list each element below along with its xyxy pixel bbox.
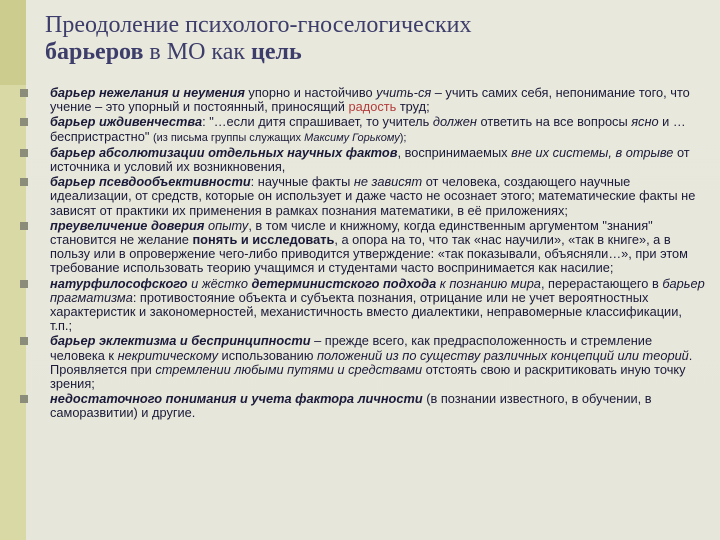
item-text: и … беспристрастно" <box>50 114 686 144</box>
item-text: , воспринимаемых <box>397 144 512 160</box>
item-text: труд; <box>396 99 430 115</box>
list-item <box>20 334 705 391</box>
title-line-1: Преодоление психолого-гноселогических <box>45 12 472 38</box>
item-term: барьер эклектизма и беспринципности <box>50 333 311 349</box>
item-text: некритическому <box>117 347 218 363</box>
decorative-sidebar-top <box>0 0 26 85</box>
item-term: детерминистского подхода <box>251 275 437 291</box>
item-text: , в <box>608 144 626 160</box>
item-text: – прежде всего, как предрасположенность и стремление человека к <box>50 333 653 363</box>
item-text: должен <box>432 114 477 130</box>
item-text: отстоять свою и раскритиковать иную точку зрения; <box>50 361 686 392</box>
square-bullet-icon <box>20 178 28 186</box>
item-text: стремлении любыми путями и средствами <box>155 361 423 377</box>
item-note: Максиму Горькому <box>304 131 400 144</box>
square-bullet-icon <box>20 222 28 230</box>
item-text: опыту <box>204 217 249 233</box>
item-text: отрыве <box>625 144 674 160</box>
item-term: барьер иждивенчества <box>50 114 203 130</box>
bullet-list <box>20 86 705 422</box>
title-end-word: цель <box>251 39 302 65</box>
list-item <box>20 392 705 420</box>
item-term: барьер псевдообъективности <box>50 174 251 190</box>
list-item <box>20 115 705 144</box>
item-text: ответить на все вопросы <box>476 114 632 130</box>
item-text: , в том числе и книжному, когда единственным аргументом "знания" становится не желание <box>50 217 653 248</box>
item-term: натурфилософского <box>50 275 188 291</box>
item-note: ); <box>399 131 407 144</box>
square-bullet-icon <box>20 395 28 403</box>
item-text: положений из по существу различных концепций или теорий <box>316 347 689 363</box>
item-term: недостаточного понимания и учета фактора личности <box>50 391 423 407</box>
item-text: от человека, создающего научные идеализации, от средств, которые он использует и даже часто не осознает этого; математические факты не зависят от практики их применения в рамках познания математики, в её приложениях; <box>50 174 696 218</box>
item-text: учить-ся <box>376 85 432 100</box>
item-term: барьер абсолютизации отдельных научных фактов <box>50 144 398 160</box>
square-bullet-icon <box>20 149 28 157</box>
list-item <box>20 86 705 114</box>
title-mid-text: в МО как <box>143 39 252 65</box>
item-emphasis: понять и исследовать <box>192 232 335 248</box>
item-text: : противостояние объекта и субъекта познания, отрицание или не учет вероятностных характеристик и закономерностей, механистичность вместо диалектики, неправомерные классификации, т.п.; <box>50 289 682 334</box>
item-text: , а опора на то, что так «нас научили», «так в книге», а в пользу или в опровержение чего-либо приводится утверждение: «так показывали, объясняли…», при этом требование использовать теорию учащимся и студентами часто воспринимается как насилие; <box>50 232 688 276</box>
item-term: преувеличение доверия <box>50 217 205 233</box>
square-bullet-icon <box>20 89 28 97</box>
list-item <box>20 146 705 174</box>
item-text: использованию <box>217 347 317 363</box>
item-text: (в познании известного, в обучении, в саморазвитии) и другие. <box>50 391 652 421</box>
item-text: упорно и настойчиво <box>244 85 377 100</box>
item-text: барьер прагматизма <box>50 275 705 305</box>
item-text: от источника и условий их возникновения, <box>50 144 690 175</box>
item-note: (из письма группы служащих <box>152 131 305 144</box>
item-text: к познанию мира <box>436 275 541 291</box>
item-text: – учить самих себя, непонимание того, что учение – это упорный и постоянный, приносящий <box>50 85 690 115</box>
list-item <box>20 219 705 276</box>
item-highlight: радость <box>348 99 397 115</box>
item-text: вне их системы <box>511 144 609 160</box>
slide-title <box>45 12 685 66</box>
item-text: . Проявляется при <box>50 347 693 377</box>
item-text: не зависят <box>353 174 423 190</box>
title-bold-word: барьеров <box>45 39 144 65</box>
item-term: барьер нежелания и неумения <box>50 85 245 100</box>
item-text: , перерастающего в <box>540 275 663 291</box>
square-bullet-icon <box>20 337 28 345</box>
title-line-2 <box>45 39 685 66</box>
item-text: : "…если дитя спрашивает, то учитель <box>202 114 433 130</box>
square-bullet-icon <box>20 280 28 288</box>
item-text: : научные факты <box>250 174 354 190</box>
list-item <box>20 175 705 218</box>
square-bullet-icon <box>20 118 28 126</box>
item-text: ясно <box>631 114 659 130</box>
item-text: и жёстко <box>187 275 252 291</box>
list-item <box>20 277 705 334</box>
